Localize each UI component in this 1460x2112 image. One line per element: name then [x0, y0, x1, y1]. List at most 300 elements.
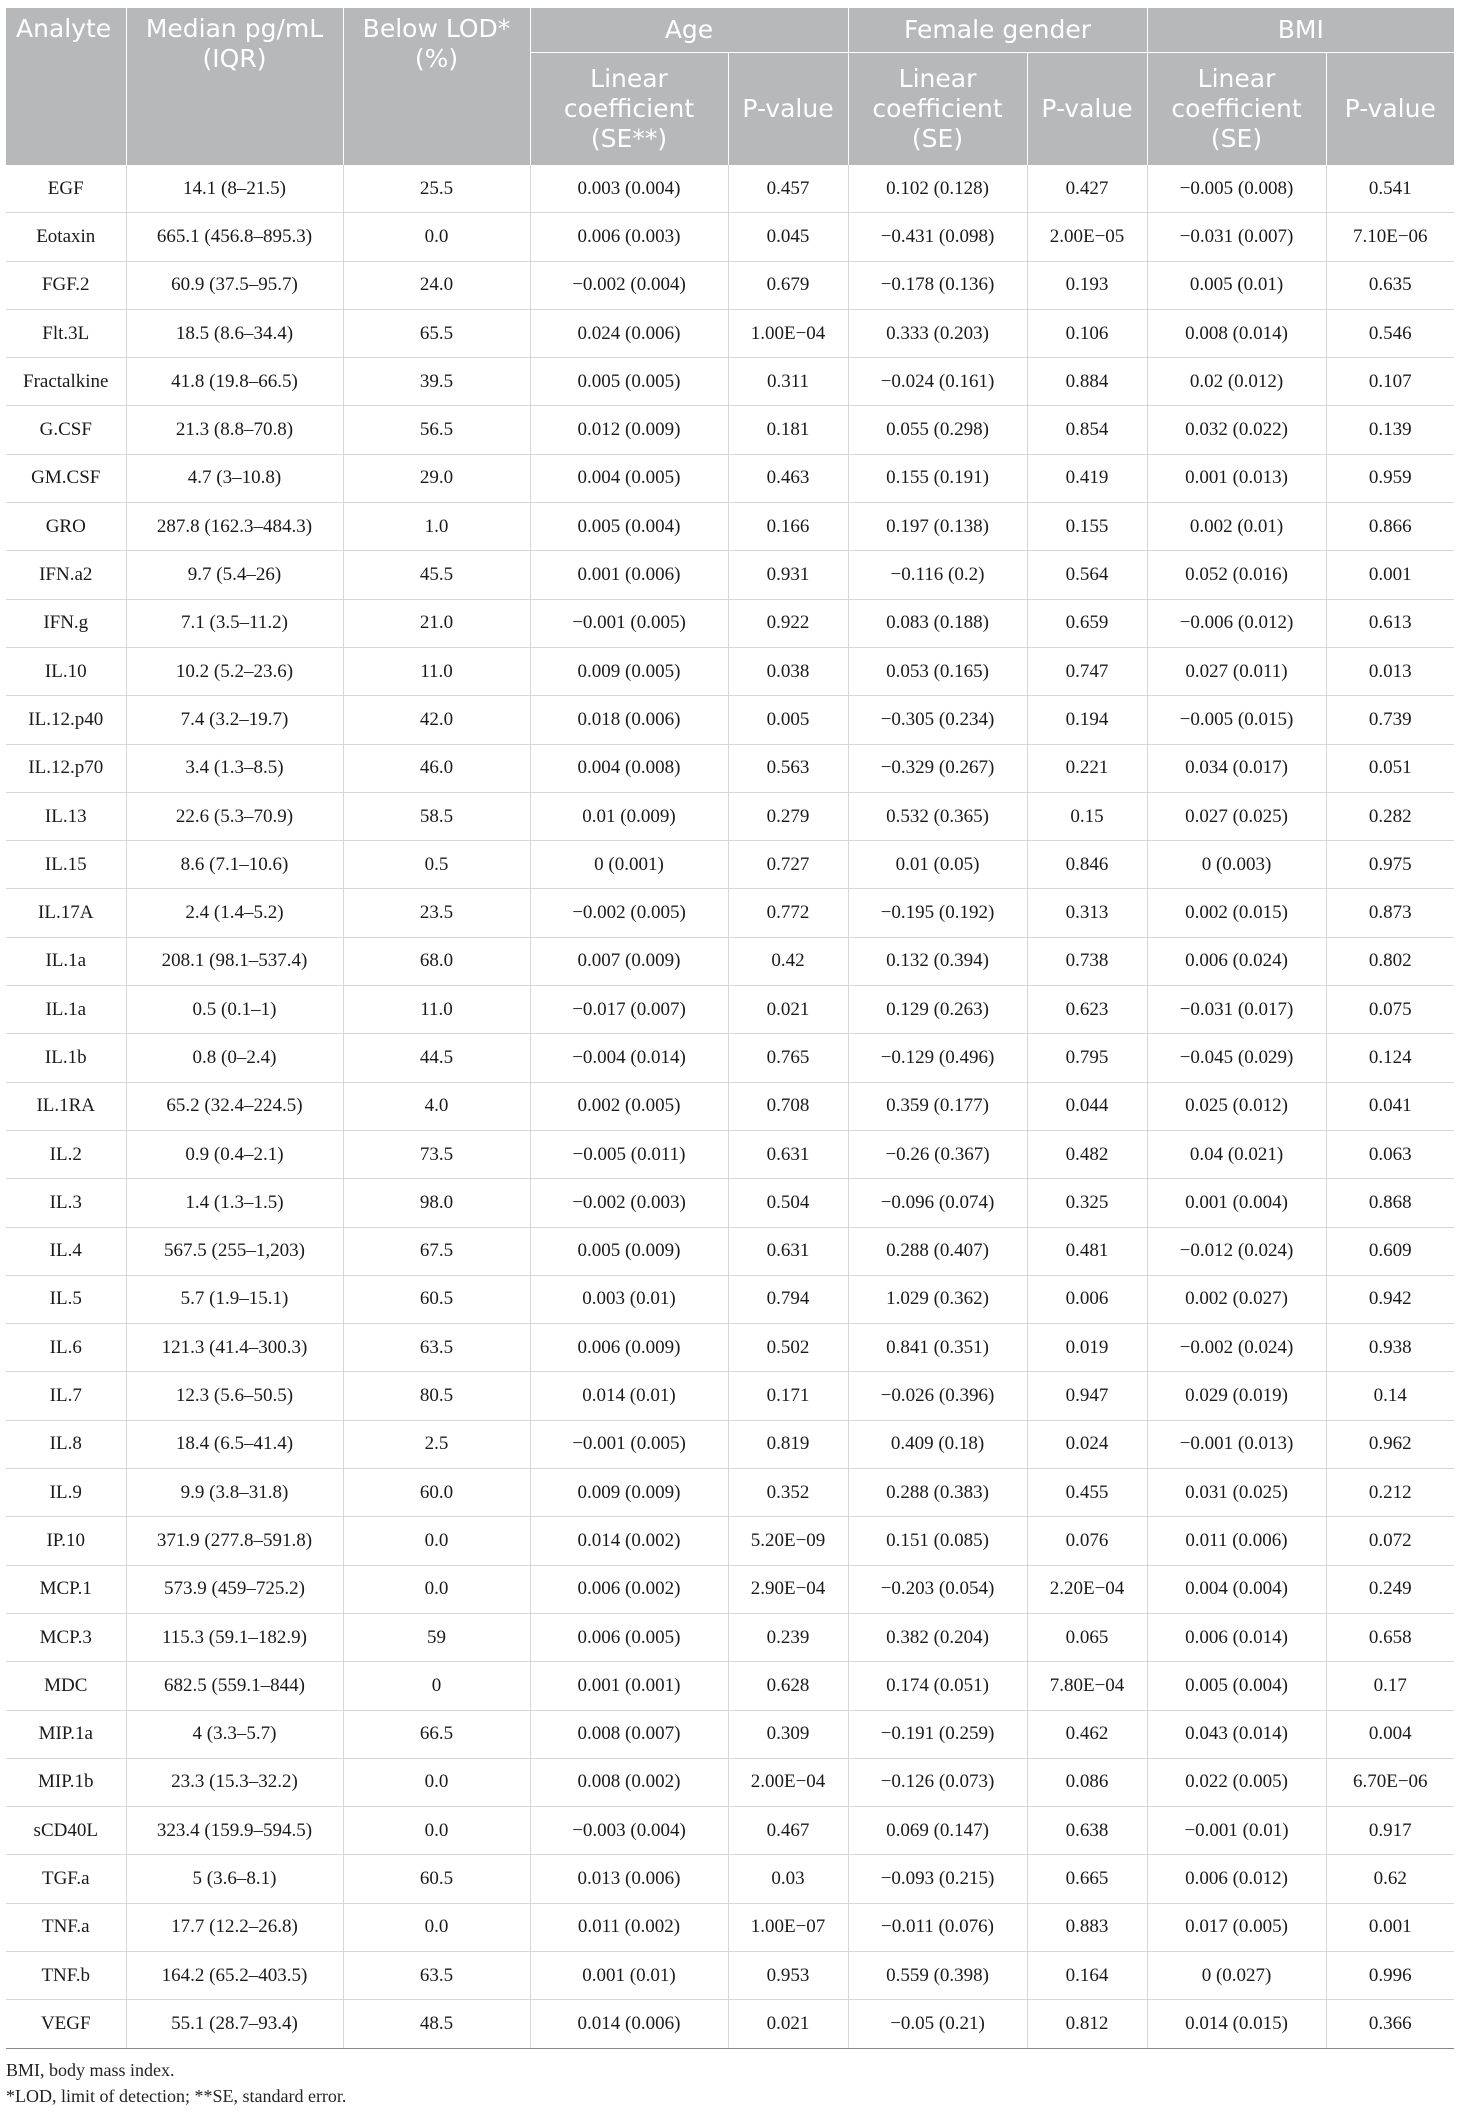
female-coefficient-cell: 0.197 (0.138)	[848, 503, 1027, 551]
age-p-value-cell: 0.457	[728, 165, 848, 213]
age-p-value-cell: 0.502	[728, 1324, 848, 1372]
bmi-p-value-cell: 0.868	[1326, 1179, 1454, 1227]
female-p-value-cell: 0.419	[1027, 454, 1147, 502]
median-cell: 7.4 (3.2–19.7)	[126, 696, 343, 744]
bmi-p-value-cell: 0.546	[1326, 309, 1454, 357]
female-coefficient-cell: 0.841 (0.351)	[848, 1324, 1027, 1372]
below-lod-cell: 56.5	[343, 406, 530, 454]
table-row	[6, 1130, 1454, 1178]
analyte-cell: TNF.b	[6, 1951, 126, 1999]
analyte-cell: G.CSF	[6, 406, 126, 454]
female-coefficient-cell: 0.155 (0.191)	[848, 454, 1027, 502]
below-lod-cell: 46.0	[343, 744, 530, 792]
bmi-p-value-cell: 0.62	[1326, 1855, 1454, 1903]
below-lod-cell: 29.0	[343, 454, 530, 502]
female-p-value-cell: 0.313	[1027, 889, 1147, 937]
age-p-value-cell: 1.00E−04	[728, 309, 848, 357]
female-coefficient-cell: −0.191 (0.259)	[848, 1710, 1027, 1758]
below-lod-cell: 24.0	[343, 261, 530, 309]
age-p-value-cell: 0.038	[728, 647, 848, 695]
analyte-cell: sCD40L	[6, 1807, 126, 1855]
analyte-cell: IL.2	[6, 1130, 126, 1178]
median-cell: 371.9 (277.8–591.8)	[126, 1517, 343, 1565]
table-row	[6, 309, 1454, 357]
table-body	[6, 165, 1454, 2048]
median-cell: 2.4 (1.4–5.2)	[126, 889, 343, 937]
median-cell: 18.4 (6.5–41.4)	[126, 1420, 343, 1468]
female-p-value-cell: 0.076	[1027, 1517, 1147, 1565]
median-cell: 21.3 (8.8–70.8)	[126, 406, 343, 454]
median-cell: 60.9 (37.5–95.7)	[126, 261, 343, 309]
bmi-p-value-cell: 0.072	[1326, 1517, 1454, 1565]
female-coefficient-cell: −0.05 (0.21)	[848, 2000, 1027, 2048]
age-coefficient-cell: 0.005 (0.009)	[530, 1227, 728, 1275]
female-p-value-cell: 0.221	[1027, 744, 1147, 792]
median-cell: 573.9 (459–725.2)	[126, 1565, 343, 1613]
female-coefficient-cell: −0.178 (0.136)	[848, 261, 1027, 309]
age-p-value-cell: 0.42	[728, 937, 848, 985]
bmi-p-value-cell: 0.962	[1326, 1420, 1454, 1468]
below-lod-cell: 0.0	[343, 1807, 530, 1855]
below-lod-cell: 63.5	[343, 1951, 530, 1999]
cytokine-table	[6, 8, 1454, 2049]
bmi-coefficient-cell: 0 (0.003)	[1147, 841, 1326, 889]
age-p-value-cell: 0.166	[728, 503, 848, 551]
table-row	[6, 454, 1454, 502]
bmi-p-value-cell: 6.70E−06	[1326, 1758, 1454, 1806]
below-lod-cell: 98.0	[343, 1179, 530, 1227]
below-lod-cell: 0.5	[343, 841, 530, 889]
analyte-cell: GRO	[6, 503, 126, 551]
table-row	[6, 1082, 1454, 1130]
age-p-value-cell: 0.772	[728, 889, 848, 937]
table-row	[6, 599, 1454, 647]
female-p-value-cell: 0.638	[1027, 1807, 1147, 1855]
header-bmi-p-value: P-value	[1326, 53, 1454, 166]
female-p-value-cell: 0.883	[1027, 1903, 1147, 1951]
female-p-value-cell: 0.564	[1027, 551, 1147, 599]
female-coefficient-cell: −0.093 (0.215)	[848, 1855, 1027, 1903]
analyte-cell: IL.15	[6, 841, 126, 889]
cytokine-table-container	[6, 8, 1454, 2109]
below-lod-cell: 4.0	[343, 1082, 530, 1130]
bmi-coefficient-cell: 0.008 (0.014)	[1147, 309, 1326, 357]
female-p-value-cell: 0.854	[1027, 406, 1147, 454]
age-coefficient-cell: 0.001 (0.006)	[530, 551, 728, 599]
bmi-coefficient-cell: 0.002 (0.027)	[1147, 1275, 1326, 1323]
female-p-value-cell: 0.006	[1027, 1275, 1147, 1323]
below-lod-cell: 67.5	[343, 1227, 530, 1275]
age-coefficient-cell: −0.001 (0.005)	[530, 1420, 728, 1468]
female-coefficient-cell: −0.431 (0.098)	[848, 213, 1027, 261]
age-p-value-cell: 0.171	[728, 1372, 848, 1420]
age-p-value-cell: 0.628	[728, 1662, 848, 1710]
age-p-value-cell: 0.563	[728, 744, 848, 792]
median-cell: 8.6 (7.1–10.6)	[126, 841, 343, 889]
header-median: Median pg/mL (IQR)	[126, 8, 343, 165]
age-p-value-cell: 0.708	[728, 1082, 848, 1130]
header-analyte: Analyte	[6, 8, 126, 165]
female-p-value-cell: 0.019	[1027, 1324, 1147, 1372]
female-coefficient-cell: 0.132 (0.394)	[848, 937, 1027, 985]
age-p-value-cell: 5.20E−09	[728, 1517, 848, 1565]
analyte-cell: IL.1a	[6, 986, 126, 1034]
bmi-coefficient-cell: −0.012 (0.024)	[1147, 1227, 1326, 1275]
bmi-coefficient-cell: −0.001 (0.013)	[1147, 1420, 1326, 1468]
table-row	[6, 503, 1454, 551]
table-row	[6, 1227, 1454, 1275]
age-coefficient-cell: 0.004 (0.005)	[530, 454, 728, 502]
table-row	[6, 1420, 1454, 1468]
header-group-bmi: BMI	[1147, 8, 1454, 53]
median-cell: 0.9 (0.4–2.1)	[126, 1130, 343, 1178]
bmi-p-value-cell: 0.366	[1326, 2000, 1454, 2048]
bmi-p-value-cell: 0.942	[1326, 1275, 1454, 1323]
age-coefficient-cell: 0.005 (0.005)	[530, 358, 728, 406]
age-coefficient-cell: 0.013 (0.006)	[530, 1855, 728, 1903]
below-lod-cell: 45.5	[343, 551, 530, 599]
bmi-coefficient-cell: 0.002 (0.015)	[1147, 889, 1326, 937]
analyte-cell: MCP.3	[6, 1613, 126, 1661]
analyte-cell: Flt.3L	[6, 309, 126, 357]
median-cell: 7.1 (3.5–11.2)	[126, 599, 343, 647]
bmi-p-value-cell: 0.124	[1326, 1034, 1454, 1082]
bmi-coefficient-cell: 0 (0.027)	[1147, 1951, 1326, 1999]
female-coefficient-cell: 0.129 (0.263)	[848, 986, 1027, 1034]
bmi-p-value-cell: 0.658	[1326, 1613, 1454, 1661]
age-coefficient-cell: 0.005 (0.004)	[530, 503, 728, 551]
below-lod-cell: 80.5	[343, 1372, 530, 1420]
bmi-coefficient-cell: 0.014 (0.015)	[1147, 2000, 1326, 2048]
bmi-coefficient-cell: −0.045 (0.029)	[1147, 1034, 1326, 1082]
age-p-value-cell: 0.931	[728, 551, 848, 599]
table-row	[6, 647, 1454, 695]
age-p-value-cell: 0.504	[728, 1179, 848, 1227]
age-coefficient-cell: 0.009 (0.005)	[530, 647, 728, 695]
female-p-value-cell: 0.086	[1027, 1758, 1147, 1806]
below-lod-cell: 60.5	[343, 1855, 530, 1903]
median-cell: 10.2 (5.2–23.6)	[126, 647, 343, 695]
below-lod-cell: 1.0	[343, 503, 530, 551]
analyte-cell: IL.1RA	[6, 1082, 126, 1130]
analyte-cell: IL.4	[6, 1227, 126, 1275]
table-row	[6, 1903, 1454, 1951]
bmi-coefficient-cell: 0.043 (0.014)	[1147, 1710, 1326, 1758]
below-lod-cell: 63.5	[343, 1324, 530, 1372]
age-coefficient-cell: 0.014 (0.01)	[530, 1372, 728, 1420]
bmi-coefficient-cell: 0.032 (0.022)	[1147, 406, 1326, 454]
female-p-value-cell: 0.795	[1027, 1034, 1147, 1082]
analyte-cell: IL.9	[6, 1469, 126, 1517]
bmi-coefficient-cell: 0.027 (0.011)	[1147, 647, 1326, 695]
table-row	[6, 986, 1454, 1034]
age-coefficient-cell: 0.011 (0.002)	[530, 1903, 728, 1951]
female-p-value-cell: 0.462	[1027, 1710, 1147, 1758]
female-coefficient-cell: −0.203 (0.054)	[848, 1565, 1027, 1613]
bmi-p-value-cell: 0.041	[1326, 1082, 1454, 1130]
header-bmi-coefficient: Linear coefficient (SE)	[1147, 53, 1326, 166]
below-lod-cell: 2.5	[343, 1420, 530, 1468]
bmi-coefficient-cell: 0.02 (0.012)	[1147, 358, 1326, 406]
age-coefficient-cell: 0.006 (0.009)	[530, 1324, 728, 1372]
table-row	[6, 1855, 1454, 1903]
header-female-coefficient: Linear coefficient (SE)	[848, 53, 1027, 166]
analyte-cell: IFN.a2	[6, 551, 126, 599]
female-p-value-cell: 0.164	[1027, 1951, 1147, 1999]
bmi-coefficient-cell: 0.002 (0.01)	[1147, 503, 1326, 551]
bmi-coefficient-cell: 0.027 (0.025)	[1147, 792, 1326, 840]
header-age-p-value: P-value	[728, 53, 848, 166]
age-p-value-cell: 1.00E−07	[728, 1903, 848, 1951]
age-coefficient-cell: 0.006 (0.002)	[530, 1565, 728, 1613]
bmi-coefficient-cell: 0.034 (0.017)	[1147, 744, 1326, 792]
bmi-p-value-cell: 0.001	[1326, 551, 1454, 599]
bmi-coefficient-cell: −0.005 (0.008)	[1147, 165, 1326, 213]
header-group-female-gender: Female gender	[848, 8, 1147, 53]
below-lod-cell: 0	[343, 1662, 530, 1710]
below-lod-cell: 59	[343, 1613, 530, 1661]
table-row	[6, 1517, 1454, 1565]
below-lod-cell: 65.5	[343, 309, 530, 357]
female-coefficient-cell: 0.102 (0.128)	[848, 165, 1027, 213]
age-coefficient-cell: −0.002 (0.004)	[530, 261, 728, 309]
age-coefficient-cell: 0.003 (0.01)	[530, 1275, 728, 1323]
table-row	[6, 551, 1454, 599]
female-p-value-cell: 0.194	[1027, 696, 1147, 744]
bmi-p-value-cell: 0.282	[1326, 792, 1454, 840]
bmi-coefficient-cell: −0.001 (0.01)	[1147, 1807, 1326, 1855]
analyte-cell: IL.1b	[6, 1034, 126, 1082]
median-cell: 4.7 (3–10.8)	[126, 454, 343, 502]
median-cell: 4 (3.3–5.7)	[126, 1710, 343, 1758]
below-lod-cell: 23.5	[343, 889, 530, 937]
female-coefficient-cell: 0.409 (0.18)	[848, 1420, 1027, 1468]
bmi-p-value-cell: 0.938	[1326, 1324, 1454, 1372]
median-cell: 0.5 (0.1–1)	[126, 986, 343, 1034]
age-p-value-cell: 0.03	[728, 1855, 848, 1903]
table-row	[6, 1565, 1454, 1613]
age-coefficient-cell: −0.017 (0.007)	[530, 986, 728, 1034]
analyte-cell: GM.CSF	[6, 454, 126, 502]
age-coefficient-cell: −0.002 (0.005)	[530, 889, 728, 937]
female-p-value-cell: 0.455	[1027, 1469, 1147, 1517]
header-age-coefficient: Linear coefficient (SE**)	[530, 53, 728, 166]
table-row	[6, 1951, 1454, 1999]
table-row	[6, 261, 1454, 309]
bmi-coefficient-cell: −0.006 (0.012)	[1147, 599, 1326, 647]
table-row	[6, 1372, 1454, 1420]
median-cell: 287.8 (162.3–484.3)	[126, 503, 343, 551]
table-row	[6, 1758, 1454, 1806]
bmi-p-value-cell: 0.873	[1326, 889, 1454, 937]
age-p-value-cell: 0.727	[728, 841, 848, 889]
bmi-p-value-cell: 0.959	[1326, 454, 1454, 502]
age-p-value-cell: 2.90E−04	[728, 1565, 848, 1613]
table-row	[6, 213, 1454, 261]
bmi-p-value-cell: 0.613	[1326, 599, 1454, 647]
analyte-cell: FGF.2	[6, 261, 126, 309]
bmi-p-value-cell: 0.051	[1326, 744, 1454, 792]
bmi-coefficient-cell: 0.006 (0.014)	[1147, 1613, 1326, 1661]
age-p-value-cell: 0.311	[728, 358, 848, 406]
analyte-cell: IL.3	[6, 1179, 126, 1227]
bmi-coefficient-cell: 0.001 (0.004)	[1147, 1179, 1326, 1227]
median-cell: 121.3 (41.4–300.3)	[126, 1324, 343, 1372]
footnote-bmi: BMI, body mass index.	[6, 2059, 175, 2080]
age-coefficient-cell: 0.007 (0.009)	[530, 937, 728, 985]
analyte-cell: MCP.1	[6, 1565, 126, 1613]
female-p-value-cell: 0.482	[1027, 1130, 1147, 1178]
age-p-value-cell: 0.467	[728, 1807, 848, 1855]
bmi-p-value-cell: 0.004	[1326, 1710, 1454, 1758]
age-coefficient-cell: 0.003 (0.004)	[530, 165, 728, 213]
age-coefficient-cell: 0 (0.001)	[530, 841, 728, 889]
age-p-value-cell: 0.819	[728, 1420, 848, 1468]
table-row	[6, 1662, 1454, 1710]
median-cell: 18.5 (8.6–34.4)	[126, 309, 343, 357]
analyte-cell: TNF.a	[6, 1903, 126, 1951]
header-group-age: Age	[530, 8, 848, 53]
median-cell: 9.7 (5.4–26)	[126, 551, 343, 599]
bmi-coefficient-cell: 0.004 (0.004)	[1147, 1565, 1326, 1613]
bmi-p-value-cell: 7.10E−06	[1326, 213, 1454, 261]
bmi-p-value-cell: 0.139	[1326, 406, 1454, 454]
bmi-coefficient-cell: −0.031 (0.017)	[1147, 986, 1326, 1034]
female-p-value-cell: 0.044	[1027, 1082, 1147, 1130]
bmi-p-value-cell: 0.107	[1326, 358, 1454, 406]
female-coefficient-cell: 0.333 (0.203)	[848, 309, 1027, 357]
female-p-value-cell: 0.193	[1027, 261, 1147, 309]
table-row	[6, 2000, 1454, 2048]
analyte-cell: IL.13	[6, 792, 126, 840]
bmi-p-value-cell: 0.17	[1326, 1662, 1454, 1710]
age-p-value-cell: 0.953	[728, 1951, 848, 1999]
table-header	[6, 8, 1454, 165]
female-coefficient-cell: −0.096 (0.074)	[848, 1179, 1027, 1227]
bmi-coefficient-cell: 0.006 (0.012)	[1147, 1855, 1326, 1903]
table-row	[6, 841, 1454, 889]
age-p-value-cell: 0.631	[728, 1130, 848, 1178]
below-lod-cell: 11.0	[343, 647, 530, 695]
age-p-value-cell: 0.463	[728, 454, 848, 502]
age-coefficient-cell: −0.002 (0.003)	[530, 1179, 728, 1227]
median-cell: 208.1 (98.1–537.4)	[126, 937, 343, 985]
female-coefficient-cell: 0.288 (0.407)	[848, 1227, 1027, 1275]
age-p-value-cell: 0.021	[728, 2000, 848, 2048]
age-p-value-cell: 0.021	[728, 986, 848, 1034]
table-row	[6, 1710, 1454, 1758]
age-p-value-cell: 0.679	[728, 261, 848, 309]
median-cell: 65.2 (32.4–224.5)	[126, 1082, 343, 1130]
analyte-cell: IL.1a	[6, 937, 126, 985]
female-coefficient-cell: −0.026 (0.396)	[848, 1372, 1027, 1420]
age-coefficient-cell: 0.008 (0.002)	[530, 1758, 728, 1806]
female-coefficient-cell: 0.083 (0.188)	[848, 599, 1027, 647]
age-p-value-cell: 0.352	[728, 1469, 848, 1517]
below-lod-cell: 11.0	[343, 986, 530, 1034]
table-row	[6, 937, 1454, 985]
below-lod-cell: 58.5	[343, 792, 530, 840]
bmi-p-value-cell: 0.075	[1326, 986, 1454, 1034]
median-cell: 5 (3.6–8.1)	[126, 1855, 343, 1903]
header-below-lod: Below LOD* (%)	[343, 8, 530, 165]
analyte-cell: IL.5	[6, 1275, 126, 1323]
median-cell: 22.6 (5.3–70.9)	[126, 792, 343, 840]
bmi-p-value-cell: 0.249	[1326, 1565, 1454, 1613]
median-cell: 5.7 (1.9–15.1)	[126, 1275, 343, 1323]
table-row	[6, 1613, 1454, 1661]
female-p-value-cell: 0.325	[1027, 1179, 1147, 1227]
analyte-cell: IL.8	[6, 1420, 126, 1468]
bmi-p-value-cell: 0.975	[1326, 841, 1454, 889]
bmi-p-value-cell: 0.739	[1326, 696, 1454, 744]
bmi-coefficient-cell: 0.006 (0.024)	[1147, 937, 1326, 985]
female-coefficient-cell: −0.024 (0.161)	[848, 358, 1027, 406]
bmi-p-value-cell: 0.917	[1326, 1807, 1454, 1855]
table-row	[6, 165, 1454, 213]
female-p-value-cell: 0.065	[1027, 1613, 1147, 1661]
table-row	[6, 358, 1454, 406]
median-cell: 14.1 (8–21.5)	[126, 165, 343, 213]
median-cell: 0.8 (0–2.4)	[126, 1034, 343, 1082]
analyte-cell: IL.7	[6, 1372, 126, 1420]
analyte-cell: MIP.1b	[6, 1758, 126, 1806]
bmi-p-value-cell: 0.635	[1326, 261, 1454, 309]
below-lod-cell: 60.0	[343, 1469, 530, 1517]
female-p-value-cell: 0.106	[1027, 309, 1147, 357]
bmi-p-value-cell: 0.609	[1326, 1227, 1454, 1275]
analyte-cell: IL.12.p70	[6, 744, 126, 792]
age-p-value-cell: 0.239	[728, 1613, 848, 1661]
median-cell: 115.3 (59.1–182.9)	[126, 1613, 343, 1661]
bmi-coefficient-cell: 0.029 (0.019)	[1147, 1372, 1326, 1420]
age-p-value-cell: 2.00E−04	[728, 1758, 848, 1806]
analyte-cell: TGF.a	[6, 1855, 126, 1903]
bmi-p-value-cell: 0.802	[1326, 937, 1454, 985]
female-p-value-cell: 0.738	[1027, 937, 1147, 985]
female-p-value-cell: 0.623	[1027, 986, 1147, 1034]
table-row	[6, 1179, 1454, 1227]
analyte-cell: IFN.g	[6, 599, 126, 647]
analyte-cell: IL.17A	[6, 889, 126, 937]
age-coefficient-cell: −0.001 (0.005)	[530, 599, 728, 647]
age-p-value-cell: 0.765	[728, 1034, 848, 1082]
bmi-coefficient-cell: −0.005 (0.015)	[1147, 696, 1326, 744]
age-coefficient-cell: −0.004 (0.014)	[530, 1034, 728, 1082]
below-lod-cell: 25.5	[343, 165, 530, 213]
female-coefficient-cell: −0.011 (0.076)	[848, 1903, 1027, 1951]
median-cell: 55.1 (28.7–93.4)	[126, 2000, 343, 2048]
bmi-p-value-cell: 0.14	[1326, 1372, 1454, 1420]
female-coefficient-cell: 0.151 (0.085)	[848, 1517, 1027, 1565]
female-p-value-cell: 2.00E−05	[1027, 213, 1147, 261]
analyte-cell: EGF	[6, 165, 126, 213]
bmi-coefficient-cell: 0.052 (0.016)	[1147, 551, 1326, 599]
age-coefficient-cell: 0.014 (0.006)	[530, 2000, 728, 2048]
analyte-cell: VEGF	[6, 2000, 126, 2048]
table-row	[6, 696, 1454, 744]
bmi-coefficient-cell: 0.005 (0.01)	[1147, 261, 1326, 309]
below-lod-cell: 0.0	[343, 1758, 530, 1806]
female-p-value-cell: 0.747	[1027, 647, 1147, 695]
age-coefficient-cell: 0.024 (0.006)	[530, 309, 728, 357]
median-cell: 682.5 (559.1–844)	[126, 1662, 343, 1710]
female-p-value-cell: 0.15	[1027, 792, 1147, 840]
female-coefficient-cell: 0.382 (0.204)	[848, 1613, 1027, 1661]
table-row	[6, 1807, 1454, 1855]
female-p-value-cell: 0.812	[1027, 2000, 1147, 2048]
table-row	[6, 792, 1454, 840]
